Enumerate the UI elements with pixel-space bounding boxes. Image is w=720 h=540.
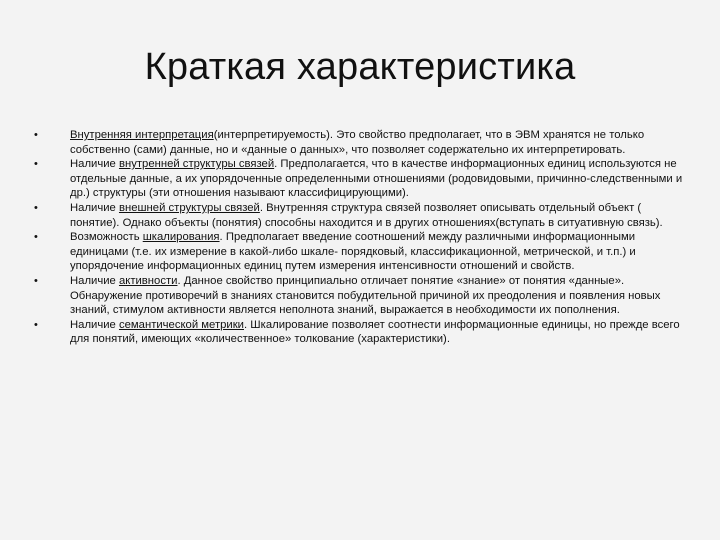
item-prefix: Наличие [70, 158, 119, 171]
item-text: . Предполагается, что в качестве информационных единиц используются не отдельные данные, а их упорядоченные определенными отношениями (родовидовыми, причинно-следственными и др.) структуры (эти отношения называют классифицирующими). [70, 158, 683, 200]
item-term: активности [118, 274, 178, 287]
bullet-marker: • [34, 158, 38, 171]
item-term: Внутренняя интерпретация [70, 129, 214, 141]
item-term: внутренней структуры связей [118, 158, 275, 171]
bullet-marker: • [34, 231, 38, 244]
item-text: . Данное свойство принципиально отличает понятие «знание» от понятия «данные». Обнаружение противоречий в знаниях становится побудительной причиной их преодоления и появления новых знаний, стимулом активности является неполнота знаний, выражается в необходимости их пополнения. [70, 274, 661, 317]
list-item [34, 157, 684, 201]
list-item [34, 318, 684, 347]
list-item [34, 128, 684, 157]
bullet-marker: • [34, 201, 38, 214]
item-prefix: Наличие [70, 274, 119, 287]
list-item [34, 274, 684, 318]
item-text: (интерпретируемость). Это свойство предполагает, что в ЭВМ хранятся не только собственно (сами) данные, но и «данные о данных», что позволяет содержательно их интерпретировать. [70, 129, 645, 156]
item-term: внешней структуры связей [118, 201, 260, 214]
bullet-marker: • [34, 274, 38, 287]
item-prefix: Наличие [70, 318, 119, 331]
item-text: . Предполагает введение соотношений между различными информационными единицами (т.е. их измерение в какой-либо шкале- порядковый, классификационной, метрической, и т.п.) и упорядочение информационных единиц путем измерения интенсивности отношений и свойств. [70, 231, 636, 273]
item-text: . Шкалирование позволяет соотнести информационные единицы, но прежде всего для понятий, имеющих «количественное» толкование (характеристики). [70, 318, 680, 346]
item-term: семантической метрики [118, 318, 244, 331]
list-item [34, 230, 684, 274]
list-item [34, 201, 684, 230]
bullet-marker: • [34, 129, 38, 141]
bullet-marker: • [34, 318, 38, 331]
item-text: . Внутренняя структура связей позволяет описывать отдельный объект ( понятие). Однако объекты (понятия) способны находится и в других отношениях(вступать в ситуативную связь). [70, 201, 663, 229]
item-prefix: Возможность [70, 231, 143, 244]
item-term: шкалирования [142, 231, 220, 244]
slide-title: Краткая характеристика [144, 46, 576, 88]
bullet-list [34, 128, 684, 347]
item-prefix: Наличие [70, 201, 119, 214]
